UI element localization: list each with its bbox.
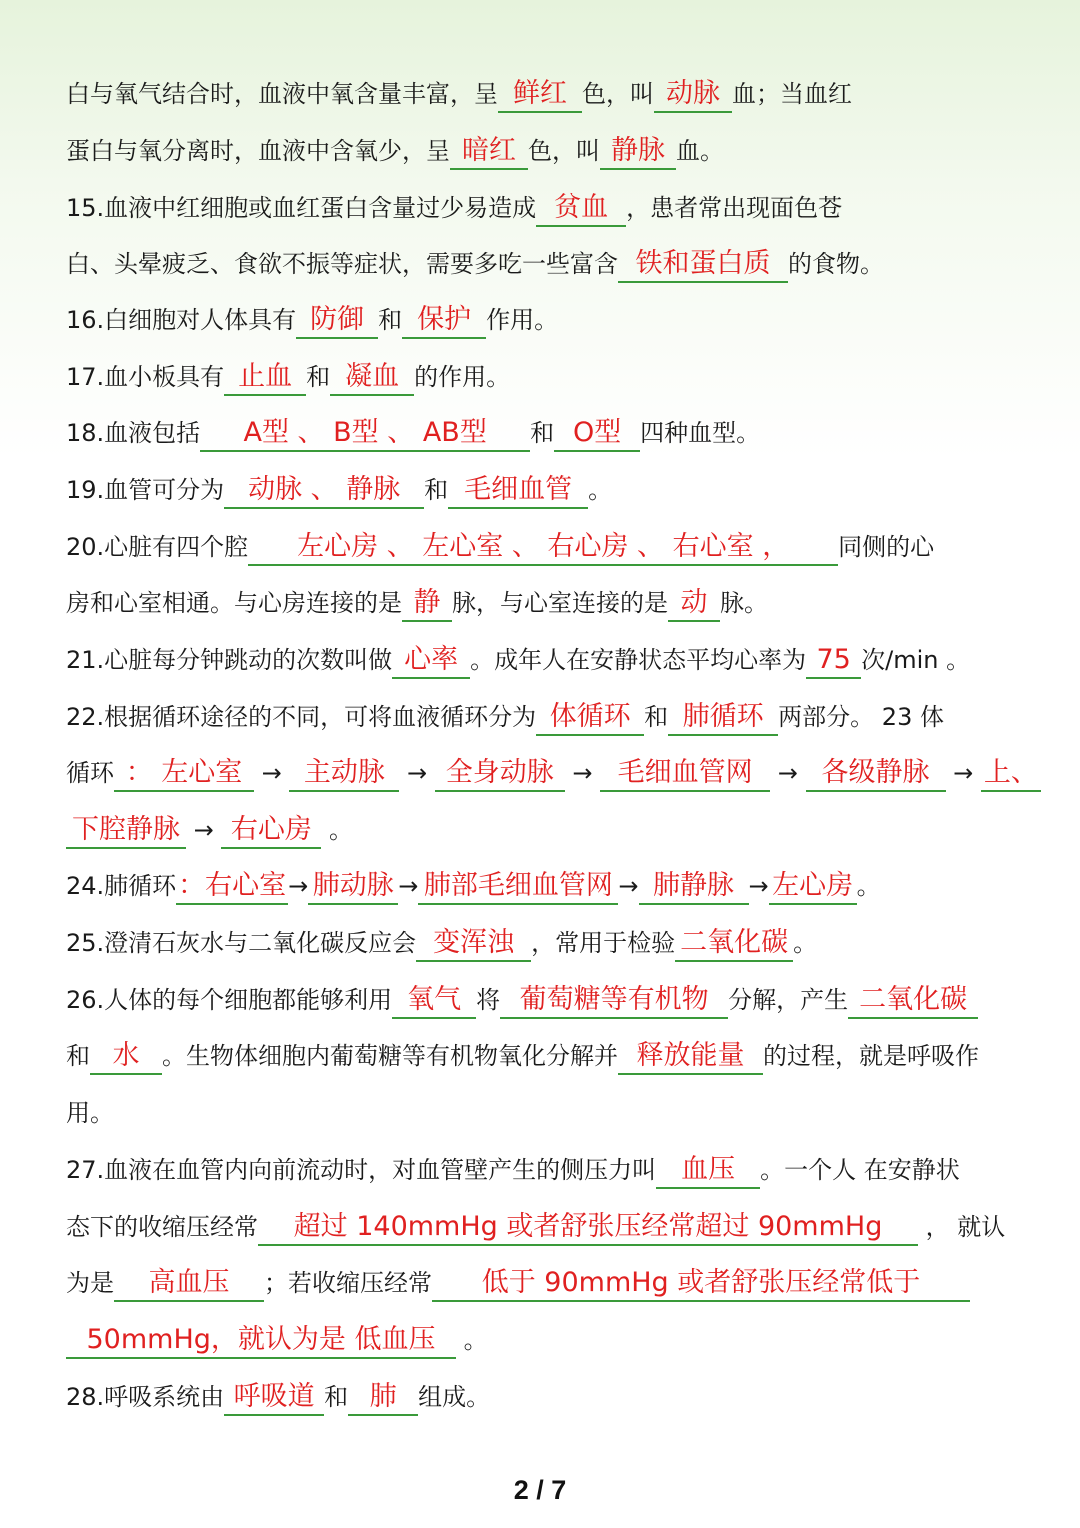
question-text: 作用。 — [486, 306, 559, 334]
question-text: 。生物体细胞内葡萄糖等有机物氧化分解并 — [162, 1042, 618, 1070]
answer-blank: 呼吸道 — [224, 1380, 324, 1416]
answer-blank: 肺部毛细血管网 — [418, 869, 618, 905]
answer-blank: 肺循环 — [668, 700, 778, 736]
question-text: 色，叫 — [582, 80, 654, 108]
text-line — [66, 188, 1020, 228]
answer-blank: ：右心室 — [176, 869, 288, 905]
answer-blank: 右心房 — [221, 813, 321, 849]
question-text: 28.呼吸系统由 — [66, 1383, 225, 1411]
question-text: 和 — [424, 476, 449, 504]
answer-blank: 葡萄糖等有机物 — [500, 983, 728, 1019]
answer-blank: 各级静脉 — [806, 756, 946, 792]
text-line — [66, 527, 1020, 567]
question-text: 白、头晕疲乏、食欲不振等症状，需要多吃一些富含 — [66, 250, 618, 278]
text-line — [66, 753, 1038, 793]
answer-blank: 上、 — [981, 756, 1041, 792]
question-text: 20.心脏有四个腔 — [66, 533, 249, 561]
question-text: 态下的收缩压经常 — [66, 1213, 258, 1241]
question-text: 两部分。 23 体 — [778, 703, 944, 731]
question-text: 次/min 。 — [861, 646, 971, 674]
answer-blank: 静脉 — [600, 134, 676, 170]
text-line — [66, 1207, 1020, 1247]
question-text: 。 — [456, 1326, 488, 1354]
answer-blank: 保护 — [402, 303, 486, 339]
answer-blank: 止血 — [224, 360, 306, 396]
question-text: 17.血小板具有 — [66, 363, 225, 391]
text-line — [66, 697, 1020, 737]
question-text: 和 — [306, 363, 331, 391]
answer-blank: 超过 140mmHg 或者舒张压经常超过 90mmHg — [258, 1210, 918, 1246]
text-line — [66, 1093, 1020, 1133]
answer-blank: 鲜红 — [498, 77, 582, 113]
question-text: 血。 — [676, 137, 724, 165]
question-text: 27.血液在血管内向前流动时，对血管壁产生的侧压力叫 — [66, 1156, 657, 1184]
question-text: → — [770, 759, 806, 787]
question-text: 血；当血红 — [732, 80, 852, 108]
answer-blank: 肺动脉 — [308, 869, 398, 905]
question-text: 和 — [378, 306, 403, 334]
answer-blank: 二氧化碳 — [675, 926, 793, 962]
answer-blank: 二氧化碳 — [848, 983, 978, 1019]
question-text: 同侧的心 — [838, 533, 935, 561]
question-text: 为是 — [66, 1269, 114, 1297]
answer-blank: 动脉 — [654, 77, 732, 113]
text-line — [66, 1150, 1020, 1190]
question-text: 。 — [588, 476, 613, 504]
text-line — [66, 244, 1020, 284]
question-text: ，患者常出现面色苍 — [626, 194, 843, 222]
question-text: 26.人体的每个细胞都能够利用 — [66, 986, 393, 1014]
text-line — [66, 866, 1020, 906]
answer-blank: 75 — [806, 643, 861, 679]
answer-blank: 肺 — [348, 1380, 418, 1416]
answer-blank: 变浑浊 — [416, 926, 531, 962]
answer-blank: O型 — [554, 416, 640, 452]
answer-blank: 血压 — [656, 1153, 760, 1189]
answer-blank: 静 — [402, 586, 452, 622]
answer-blank: 左心房 — [769, 869, 857, 905]
question-text: 。 — [856, 872, 881, 900]
answer-blank: 氧气 — [392, 983, 476, 1019]
question-text: → — [398, 872, 419, 900]
answer-blank: 防御 — [296, 303, 378, 339]
question-text: 18.血液包括 — [66, 419, 201, 447]
question-text: 。一个人 在安静状 — [760, 1156, 960, 1184]
question-text: 。 — [793, 929, 818, 957]
question-text: 用。 — [66, 1099, 114, 1127]
text-line — [66, 470, 1020, 510]
text-line — [66, 810, 1020, 850]
question-text: 16.白细胞对人体具有 — [66, 306, 297, 334]
question-text: 脉，与心室连接的是 — [452, 589, 668, 617]
answer-blank: 肺静脉 — [639, 869, 749, 905]
question-text: 的过程，就是呼吸作 — [763, 1042, 979, 1070]
text-line — [66, 980, 1020, 1020]
question-text: → — [288, 872, 309, 900]
question-text: 将 — [476, 986, 501, 1014]
question-text: 四种血型。 — [640, 419, 761, 447]
text-line — [66, 300, 1020, 340]
answer-blank: 贫血 — [536, 191, 626, 227]
question-text: 21.心脏每分钟跳动的次数叫做 — [66, 646, 393, 674]
question-text: → — [564, 759, 601, 787]
answer-blank: 高血压 — [114, 1266, 264, 1302]
question-text: 24.肺循环 — [66, 872, 177, 900]
question-text: 。成年人在安静状态平均心率为 — [470, 646, 807, 674]
question-text: 的作用。 — [414, 363, 511, 391]
text-line — [66, 640, 1020, 680]
text-line — [66, 357, 1020, 397]
answer-blank: 左心房 、 左心室 、 右心房 、 右心室 ， — [248, 530, 838, 566]
answer-blank: A型 、 B型 、 AB型 — [200, 416, 530, 452]
question-text: 和 — [66, 1042, 90, 1070]
question-text: 15.血液中红细胞或血红蛋白含量过少易造成 — [66, 194, 537, 222]
question-text: 组成。 — [418, 1383, 491, 1411]
text-line — [66, 74, 1020, 114]
question-text: 和 — [644, 703, 669, 731]
text-line — [66, 1320, 1020, 1360]
answer-blank: 下腔静脉 — [66, 813, 186, 849]
question-text: 房和心室相通。与心房连接的是 — [66, 589, 402, 617]
answer-blank: 动 — [668, 586, 720, 622]
answer-blank: 全身动脉 — [435, 756, 565, 792]
answer-blank: 心率 — [392, 643, 470, 679]
answer-blank: 毛细血管 — [448, 473, 588, 509]
question-text: → — [748, 872, 769, 900]
answer-blank: 凝血 — [330, 360, 414, 396]
question-text: 和 — [530, 419, 555, 447]
question-text: ；若收缩压经常 — [264, 1269, 432, 1297]
answer-blank: 动脉 、 静脉 — [224, 473, 424, 509]
answer-blank: 体循环 — [536, 700, 644, 736]
question-text: ，常用于检验 — [531, 929, 676, 957]
question-text: 分解，产生 — [728, 986, 849, 1014]
question-text: 循环 — [66, 759, 114, 787]
answer-blank: 释放能量 — [618, 1039, 763, 1075]
question-text: 色，叫 — [528, 137, 600, 165]
question-text: 和 — [324, 1383, 349, 1411]
answer-blank: 铁和蛋白质 — [618, 247, 788, 283]
question-text: → — [945, 759, 981, 787]
question-text: 脉。 — [720, 589, 768, 617]
page-number: 2 / 7 — [513, 1475, 567, 1505]
text-line — [66, 923, 1020, 963]
answer-blank: 50mmHg，就认为是 低血压 — [66, 1323, 456, 1359]
question-text: → — [254, 759, 290, 787]
text-line — [66, 1036, 1020, 1076]
question-text: → — [186, 816, 222, 844]
answer-blank: ： 左心室 — [114, 756, 254, 792]
answer-blank: 毛细血管网 — [600, 756, 770, 792]
text-line — [66, 413, 1020, 453]
question-text: → — [618, 872, 639, 900]
question-text: 25.澄清石灰水与二氧化碳反应会 — [66, 929, 417, 957]
question-text: 19.血管可分为 — [66, 476, 225, 504]
answer-blank: 低于 90mmHg 或者舒张压经常低于 — [432, 1266, 970, 1302]
question-text: 的食物。 — [788, 250, 884, 278]
question-text: 。 — [321, 816, 354, 844]
question-text: → — [399, 759, 435, 787]
question-text: 22.根据循环途径的不同，可将血液循环分为 — [66, 703, 537, 731]
answer-blank: 暗红 — [450, 134, 528, 170]
text-line — [66, 1263, 1020, 1303]
answer-blank: 水 — [90, 1039, 162, 1075]
question-text: 蛋白与氧分离时，血液中含氧少，呈 — [66, 137, 450, 165]
text-line — [66, 131, 1020, 171]
question-text: ， 就认 — [918, 1213, 1006, 1241]
text-line — [66, 1377, 1020, 1417]
question-text: 白与氧气结合时，血液中氧含量丰富，呈 — [66, 80, 498, 108]
answer-blank: 主动脉 — [289, 756, 399, 792]
text-line — [66, 583, 1020, 623]
